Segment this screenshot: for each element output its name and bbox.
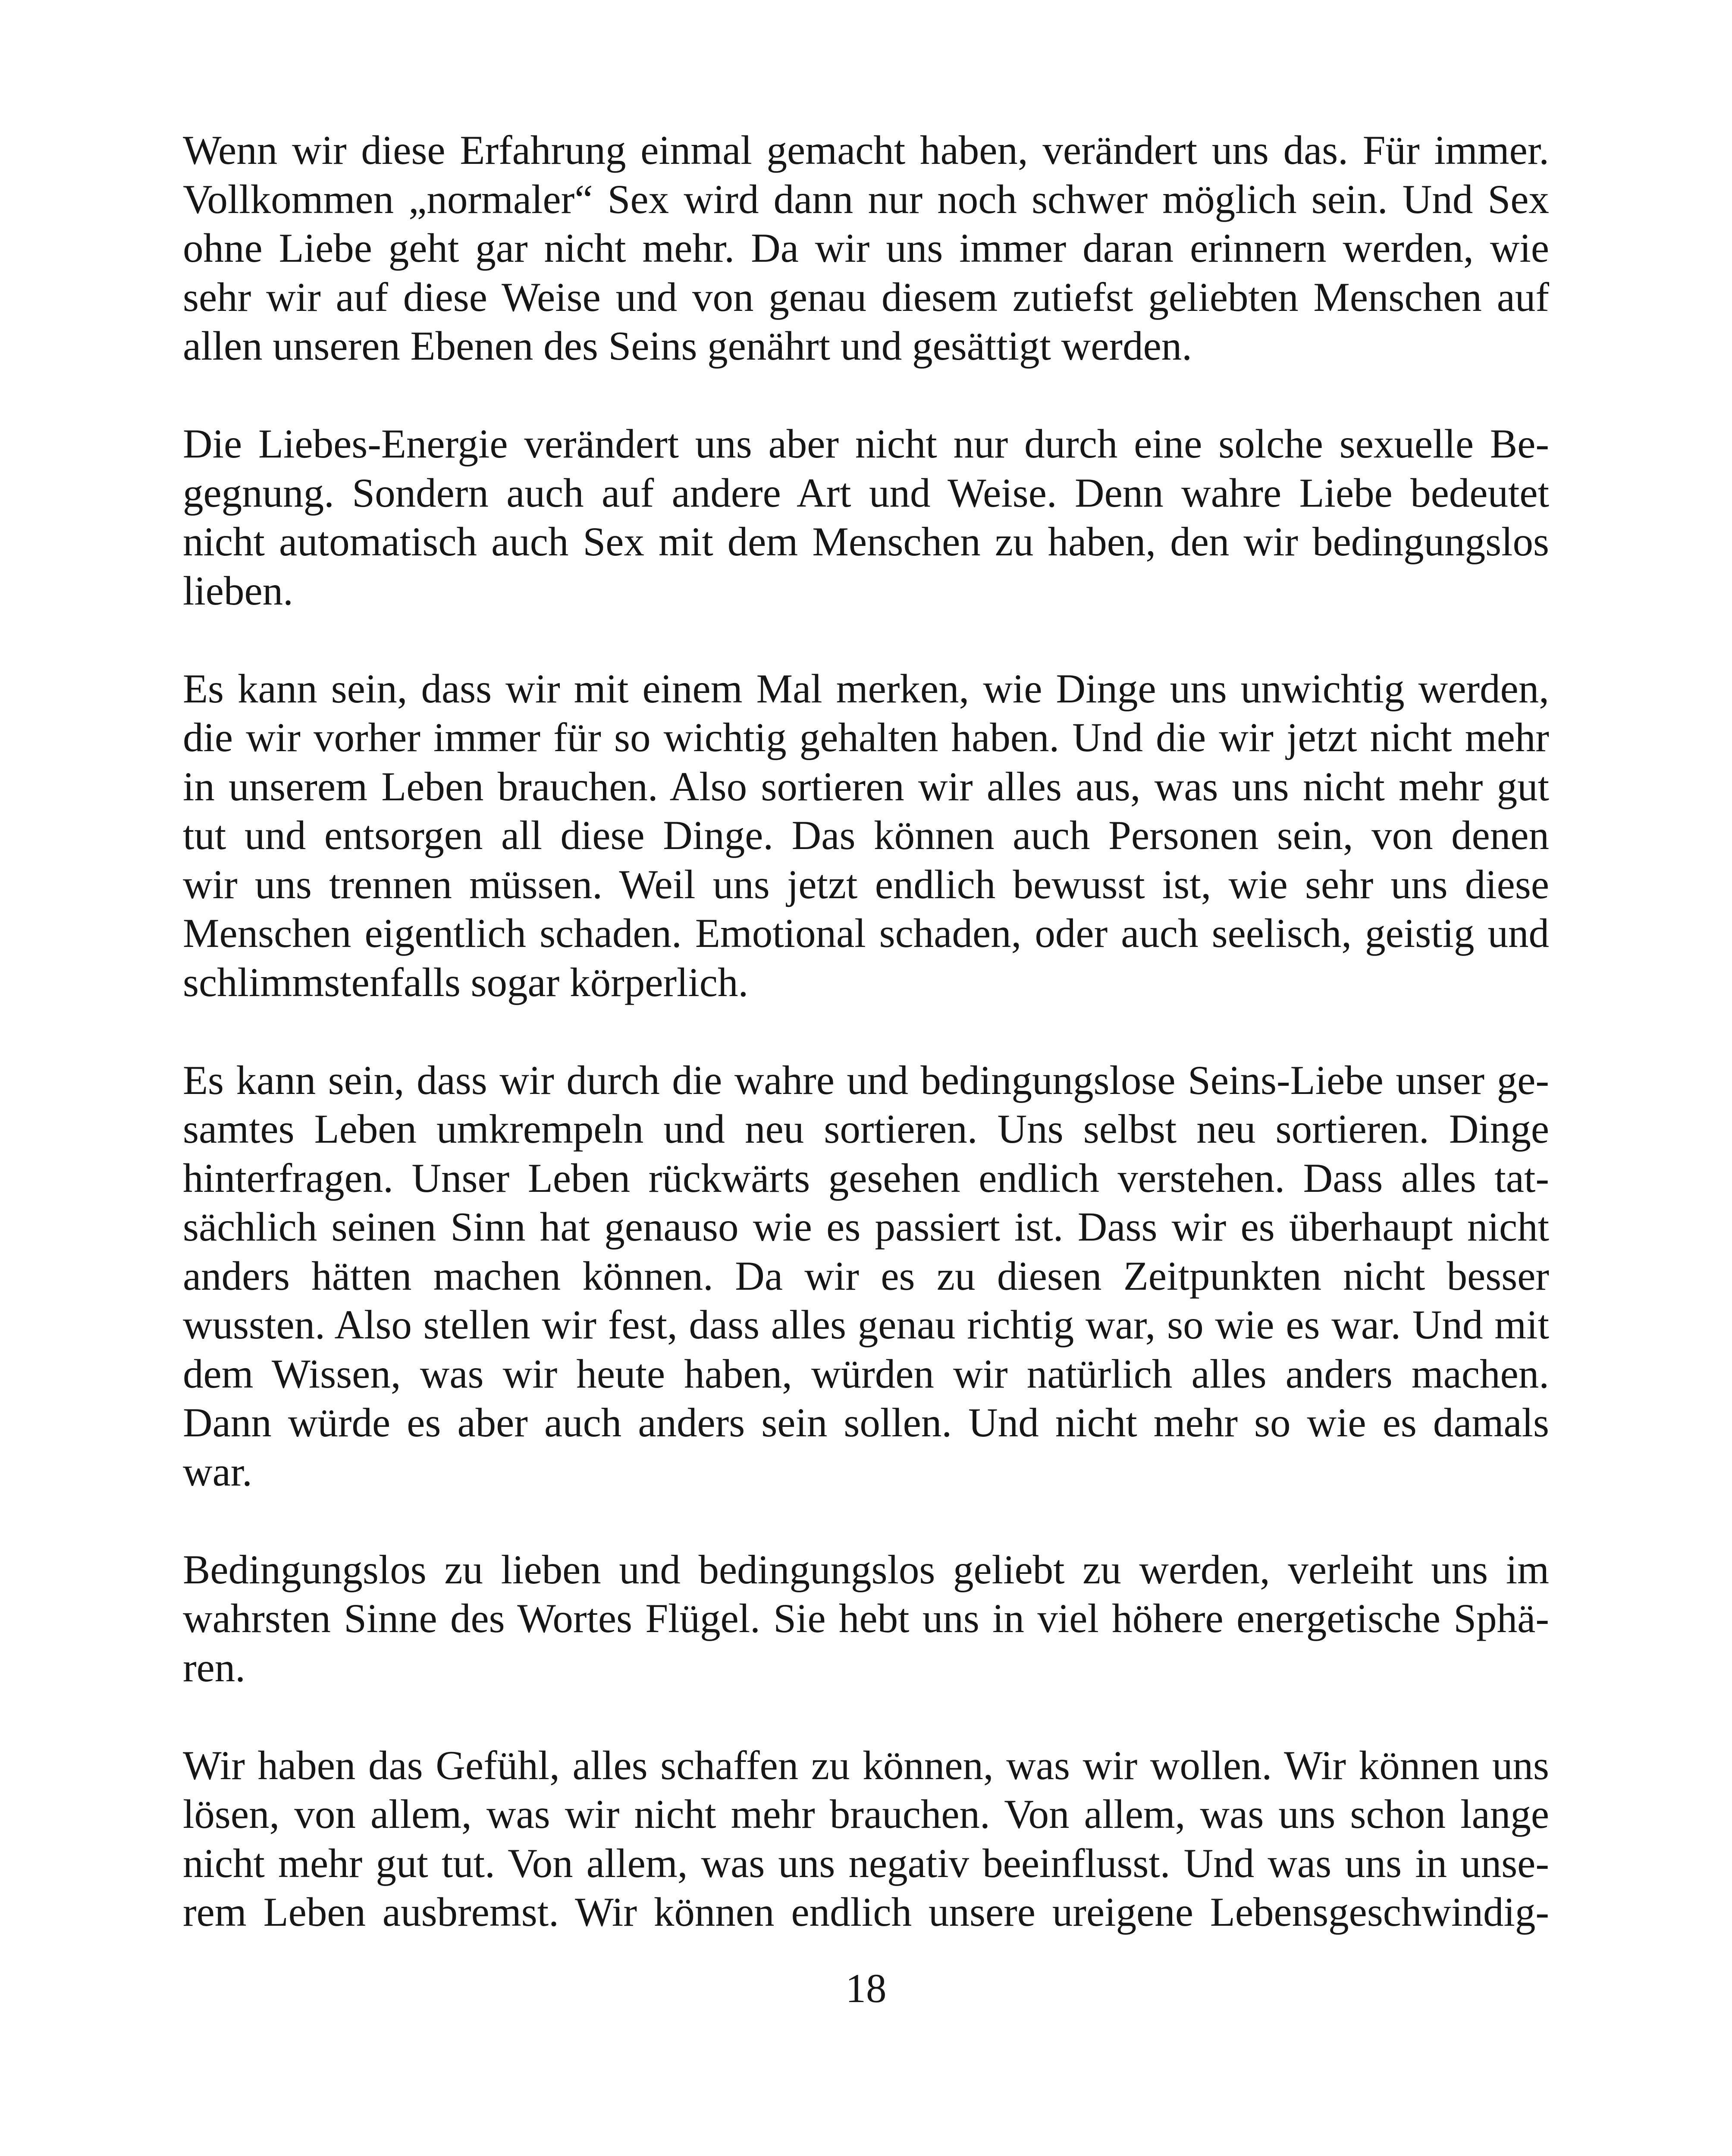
text-line: schlimmstenfalls sogar körperlich. — [183, 959, 749, 1005]
text-line: rem Leben ausbremst. Wir können endlich unsere ureigene Lebensgeschwindig- — [183, 1889, 1549, 1935]
text-line: Menschen eigentlich schaden. Emotional schaden, oder auch seelisch, geistig und — [183, 910, 1549, 956]
text-line: wir uns trennen müssen. Weil uns jetzt endlich bewusst ist, wie sehr uns diese — [183, 861, 1549, 907]
text-line: nicht automatisch auch Sex mit dem Menschen zu haben, den wir bedingungslos — [183, 519, 1549, 564]
paragraph — [183, 420, 1549, 615]
body-text — [183, 126, 1549, 1986]
paragraph — [183, 664, 1549, 1007]
text-line: Wenn wir diese Erfahrung einmal gemacht haben, verändert uns das. Für immer. — [183, 127, 1549, 173]
text-line: war. — [183, 1448, 252, 1495]
paragraph — [183, 1741, 1549, 1937]
paragraph — [183, 126, 1549, 371]
text-line: lieben. — [183, 567, 293, 614]
text-line: sehr wir auf diese Weise und von genau diesem zutiefst geliebten Menschen auf — [183, 274, 1549, 320]
text-line: Es kann sein, dass wir mit einem Mal merken, wie Dinge uns unwichtig werden, — [183, 665, 1549, 711]
text-line: samtes Leben umkrempeln und neu sortieren. Uns selbst neu sortieren. Dinge — [183, 1106, 1549, 1152]
text-line: ohne Liebe geht gar nicht mehr. Da wir uns immer daran erinnern werden, wie — [183, 225, 1549, 271]
text-line: Es kann sein, dass wir durch die wahre und bedingungslose Seins-Liebe unser ge- — [183, 1057, 1549, 1103]
text-line: dem Wissen, was wir heute haben, würden wir natürlich alles anders machen. — [183, 1351, 1549, 1397]
text-line: in unserem Leben brauchen. Also sortieren wir alles aus, was uns nicht mehr gut — [183, 763, 1549, 809]
text-line: allen unseren Ebenen des Seins genährt und gesättigt werden. — [183, 323, 1192, 369]
text-line: Vollkommen „normaler“ Sex wird dann nur noch schwer möglich sein. Und Sex — [183, 176, 1549, 222]
text-line: ren. — [183, 1644, 246, 1690]
text-line: Bedingungslos zu lieben und bedingungslos geliebt zu werden, verleiht uns im — [183, 1546, 1549, 1592]
text-line: Wir haben das Gefühl, alles schaffen zu können, was wir wollen. Wir können uns — [183, 1742, 1549, 1788]
text-line: Die Liebes-Energie verändert uns aber nicht nur durch eine solche sexuelle Be- — [183, 421, 1549, 467]
paragraph — [183, 1056, 1549, 1497]
text-line: gegnung. Sondern auch auf andere Art und Weise. Denn wahre Liebe bedeutet — [183, 470, 1549, 516]
text-line: hinterfragen. Unser Leben rückwärts gesehen endlich verstehen. Dass alles tat- — [183, 1155, 1549, 1201]
text-line: wahrsten Sinne des Wortes Flügel. Sie hebt uns in viel höhere energetische Sphä- — [183, 1595, 1549, 1641]
text-line: tut und entsorgen all diese Dinge. Das können auch Personen sein, von denen — [183, 812, 1549, 858]
text-line: wussten. Also stellen wir fest, dass alles genau richtig war, so wie es war. Und mit — [183, 1302, 1549, 1348]
text-line: lösen, von allem, was wir nicht mehr brauchen. Von allem, was uns schon lange — [183, 1791, 1549, 1837]
page-number: 18 — [845, 1965, 887, 2011]
text-line: sächlich seinen Sinn hat genauso wie es passiert ist. Dass wir es überhaupt nicht — [183, 1204, 1549, 1250]
text-line: die wir vorher immer für so wichtig gehalten haben. Und die wir jetzt nicht mehr — [183, 714, 1549, 760]
text-line: nicht mehr gut tut. Von allem, was uns negativ beeinflusst. Und was uns in unse- — [183, 1840, 1549, 1886]
paragraph — [183, 1545, 1549, 1692]
text-line: Dann würde es aber auch anders sein sollen. Und nicht mehr so wie es damals — [183, 1400, 1549, 1445]
text-line: anders hätten machen können. Da wir es zu diesen Zeitpunkten nicht besser — [183, 1253, 1549, 1299]
